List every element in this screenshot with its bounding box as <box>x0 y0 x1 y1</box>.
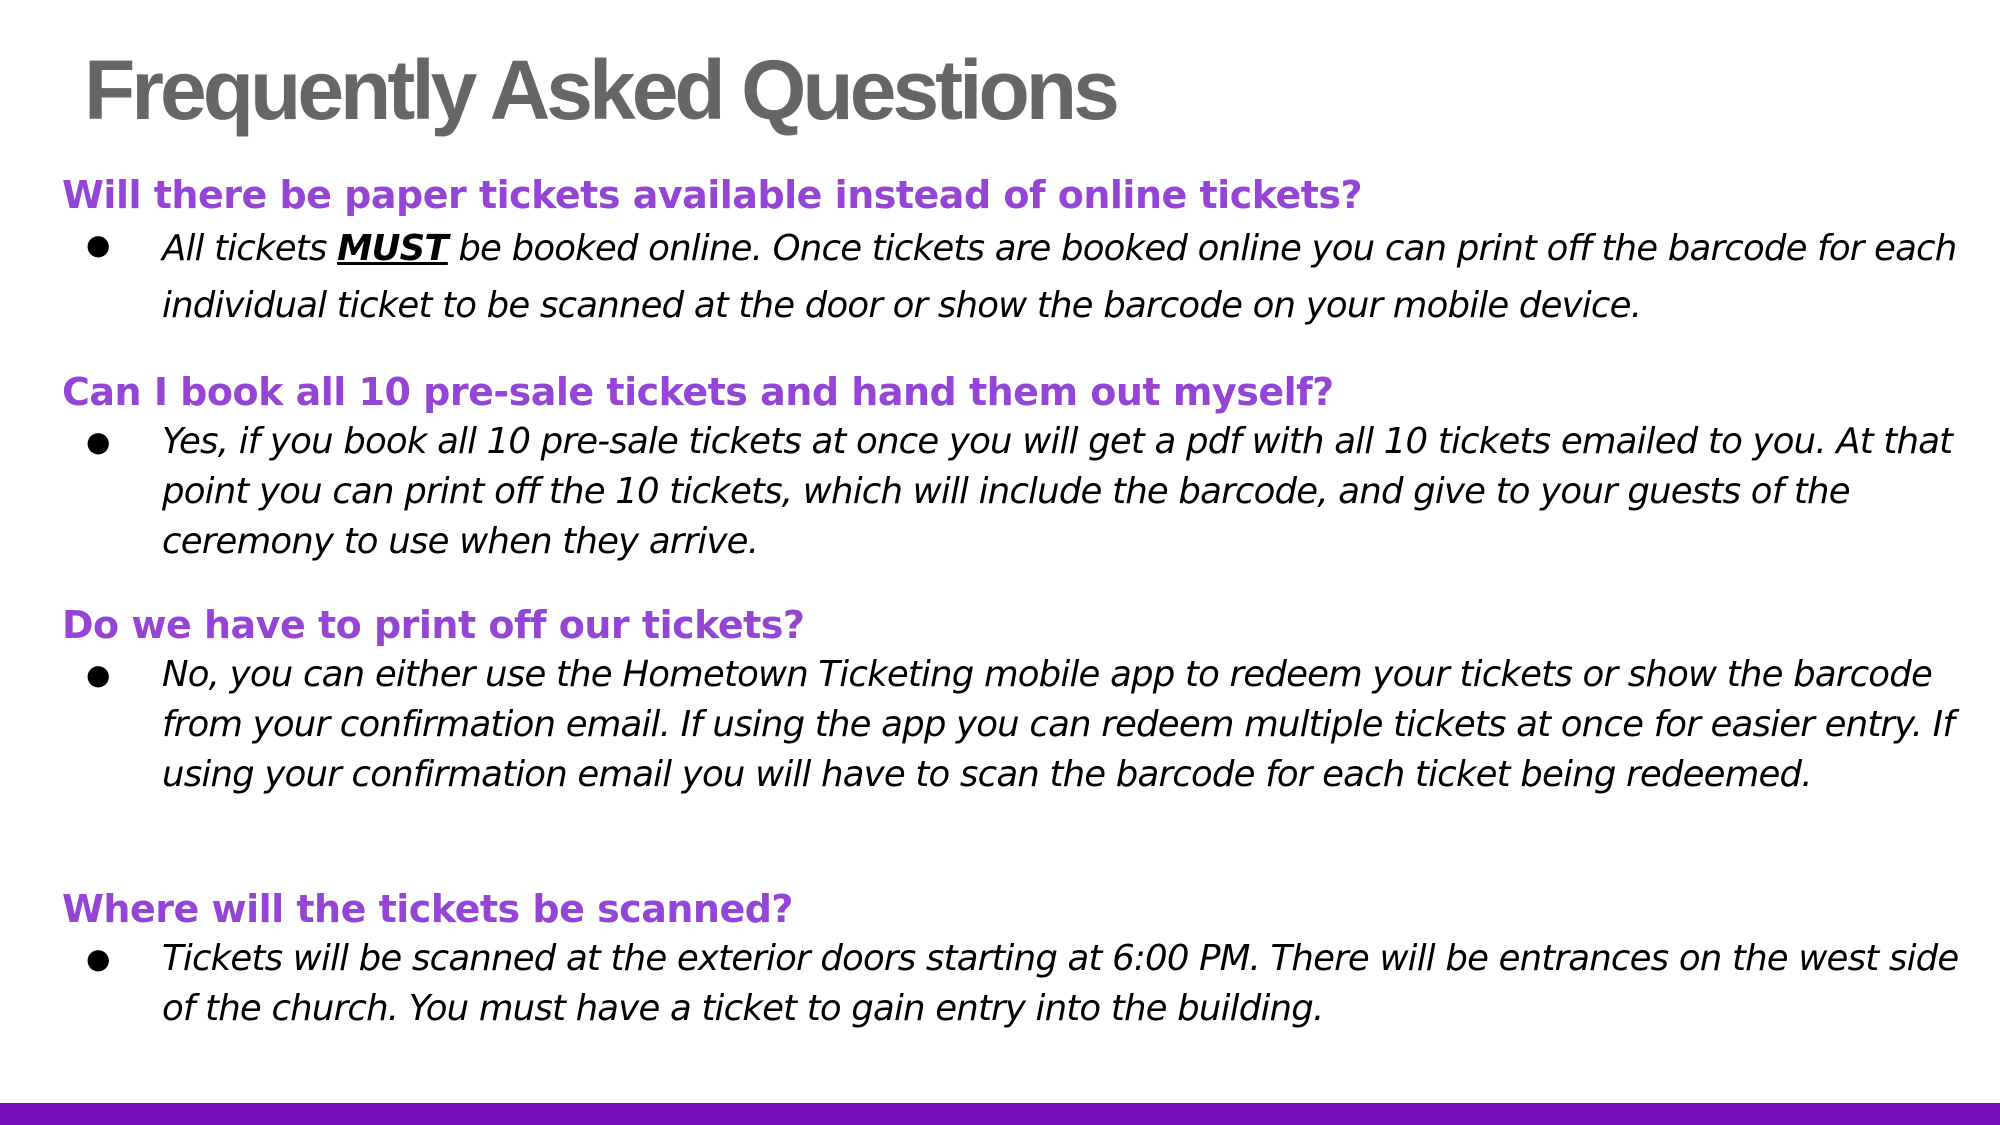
faq-question: Do we have to print off our tickets? <box>62 603 805 647</box>
faq-answer-row <box>62 934 1962 1034</box>
faq-answer-row <box>62 650 1962 800</box>
faq-item <box>62 170 1962 334</box>
faq-item <box>62 884 1962 1034</box>
faq-answer-emphasis: MUST <box>337 228 448 269</box>
bullet-dot-icon: ● <box>86 425 111 458</box>
faq-answer: No, you can either use the Hometown Ticketing mobile app to redeem your tickets or show the barcode from your confirmation email. If using the app you can redeem multiple tickets at once for easier entry. If using your confirmation email you will have to scan the barcode for each ticket being redeemed. <box>162 654 1955 795</box>
faq-item <box>62 600 1962 800</box>
faq-answer-row <box>62 220 1962 334</box>
bullet-dot-icon: ● <box>86 942 111 975</box>
faq-answer-end: be booked online. Once tickets are booked online you can print off the barcode for each individual ticket to be scanned at the door or show the barcode on your mobile device. <box>162 228 1957 326</box>
faq-question: Where will the tickets be scanned? <box>62 887 793 931</box>
faq-answer-row <box>62 417 1962 567</box>
faq-question: Can I book all 10 pre-sale tickets and hand them out myself? <box>62 370 1334 414</box>
faq-answer: Tickets will be scanned at the exterior doors starting at 6:00 PM. There will be entrances on the west side of the church. You must have a ticket to gain entry into the building. <box>162 938 1959 1029</box>
faq-question: Will there be paper tickets available instead of online tickets? <box>62 173 1363 217</box>
bullet-dot-icon: ● <box>86 658 111 691</box>
bullet-dot-icon: ● <box>86 228 111 261</box>
faq-answer <box>162 220 1962 334</box>
faq-item <box>62 367 1962 567</box>
faq-answer-start: All tickets <box>162 228 338 269</box>
footer-bar <box>0 1103 2000 1125</box>
page-title: Frequently Asked Questions <box>84 43 1116 137</box>
faq-answer: Yes, if you book all 10 pre-sale tickets at once you will get a pdf with all 10 tickets emailed to you. At that point you can print off the 10 tickets, which will include the barcode, and give to your guests of the ceremony to use when they arrive. <box>162 421 1953 562</box>
